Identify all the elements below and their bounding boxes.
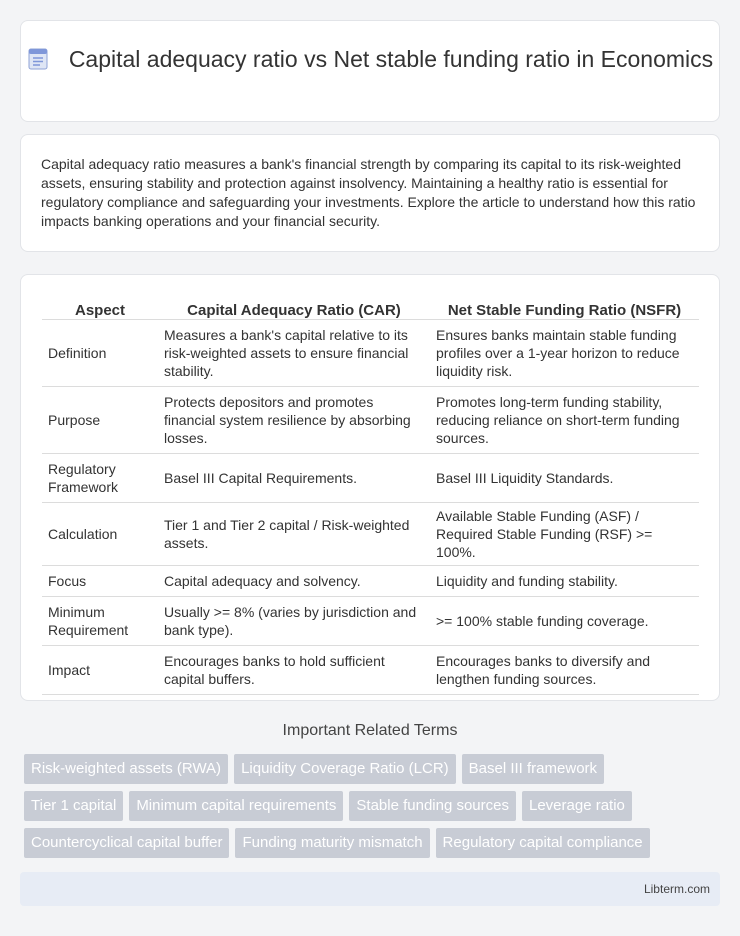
comparison-card <box>20 274 720 701</box>
row-car: Protects depositors and promotes financial system resilience by absorbing losses. <box>158 387 430 454</box>
document-icon <box>27 48 49 70</box>
page-title <box>21 45 719 74</box>
title-card <box>20 20 720 122</box>
related-term-tag[interactable]: Leverage ratio <box>522 791 632 821</box>
header-car: Capital Adequacy Ratio (CAR) <box>158 295 430 320</box>
row-aspect: Purpose <box>42 387 158 454</box>
row-nsfr: Liquidity and funding stability. <box>430 566 699 597</box>
related-terms-heading: Important Related Terms <box>282 722 458 739</box>
table-row <box>42 454 699 503</box>
table-row <box>42 646 699 695</box>
related-term-tag[interactable]: Stable funding sources <box>349 791 516 821</box>
related-terms-list <box>24 754 724 865</box>
row-nsfr: Promotes long-term funding stability, reducing reliance on short-term funding sources. <box>430 387 699 454</box>
row-nsfr: Basel III Liquidity Standards. <box>430 454 699 503</box>
related-term-tag[interactable]: Funding maturity mismatch <box>235 828 429 858</box>
header-nsfr: Net Stable Funding Ratio (NSFR) <box>430 295 699 320</box>
tag-row <box>24 754 724 784</box>
table-row <box>42 503 699 566</box>
related-term-tag[interactable]: Minimum capital requirements <box>129 791 343 821</box>
related-term-tag[interactable]: Tier 1 capital <box>24 791 123 821</box>
table-header-row <box>42 295 699 320</box>
row-car: Basel III Capital Requirements. <box>158 454 430 503</box>
row-car: Measures a bank's capital relative to its risk-weighted assets to ensure financial stability. <box>158 320 430 387</box>
table-row <box>42 387 699 454</box>
related-term-tag[interactable]: Basel III framework <box>462 754 604 784</box>
row-aspect: Calculation <box>42 503 158 566</box>
footer <box>20 872 720 906</box>
footer-brand-link[interactable]: Libterm.com <box>643 882 710 896</box>
related-term-tag[interactable]: Regulatory capital compliance <box>436 828 650 858</box>
row-aspect: Definition <box>42 320 158 387</box>
table-row <box>42 597 699 646</box>
row-car: Usually >= 8% (varies by jurisdiction and bank type). <box>158 597 430 646</box>
page-title-text: Capital adequacy ratio vs Net stable funding ratio in Economics <box>68 46 714 72</box>
intro-paragraph: Capital adequacy ratio measures a bank's financial strength by comparing its capital to its risk-weighted assets, ensuring stability and protection against insolvency. Maintaining a healthy ratio is essential for regulatory compliance and safeguarding your investments. Explore the article to understand how this ratio impacts banking operations and your financial security. <box>41 156 696 229</box>
header-aspect: Aspect <box>42 295 158 320</box>
related-term-tag[interactable]: Countercyclical capital buffer <box>24 828 229 858</box>
related-term-tag[interactable]: Risk-weighted assets (RWA) <box>24 754 228 784</box>
row-car: Tier 1 and Tier 2 capital / Risk-weighted assets. <box>158 503 430 566</box>
row-nsfr: >= 100% stable funding coverage. <box>430 597 699 646</box>
table-row <box>42 320 699 387</box>
row-nsfr: Ensures banks maintain stable funding profiles over a 1-year horizon to reduce liquidity risk. <box>430 320 699 387</box>
related-term-tag[interactable]: Liquidity Coverage Ratio (LCR) <box>234 754 456 784</box>
tag-row <box>24 791 724 821</box>
row-nsfr: Available Stable Funding (ASF) / Required Stable Funding (RSF) >= 100%. <box>430 503 699 566</box>
row-aspect: Focus <box>42 566 158 597</box>
row-aspect: Regulatory Framework <box>42 454 158 503</box>
row-aspect: Impact <box>42 646 158 695</box>
row-car: Encourages banks to hold sufficient capital buffers. <box>158 646 430 695</box>
tag-row <box>24 828 724 858</box>
row-aspect: Minimum Requirement <box>42 597 158 646</box>
row-car: Capital adequacy and solvency. <box>158 566 430 597</box>
table-row <box>42 566 699 597</box>
row-nsfr: Encourages banks to diversify and lengthen funding sources. <box>430 646 699 695</box>
intro-card <box>20 134 720 252</box>
comparison-table <box>42 295 699 695</box>
